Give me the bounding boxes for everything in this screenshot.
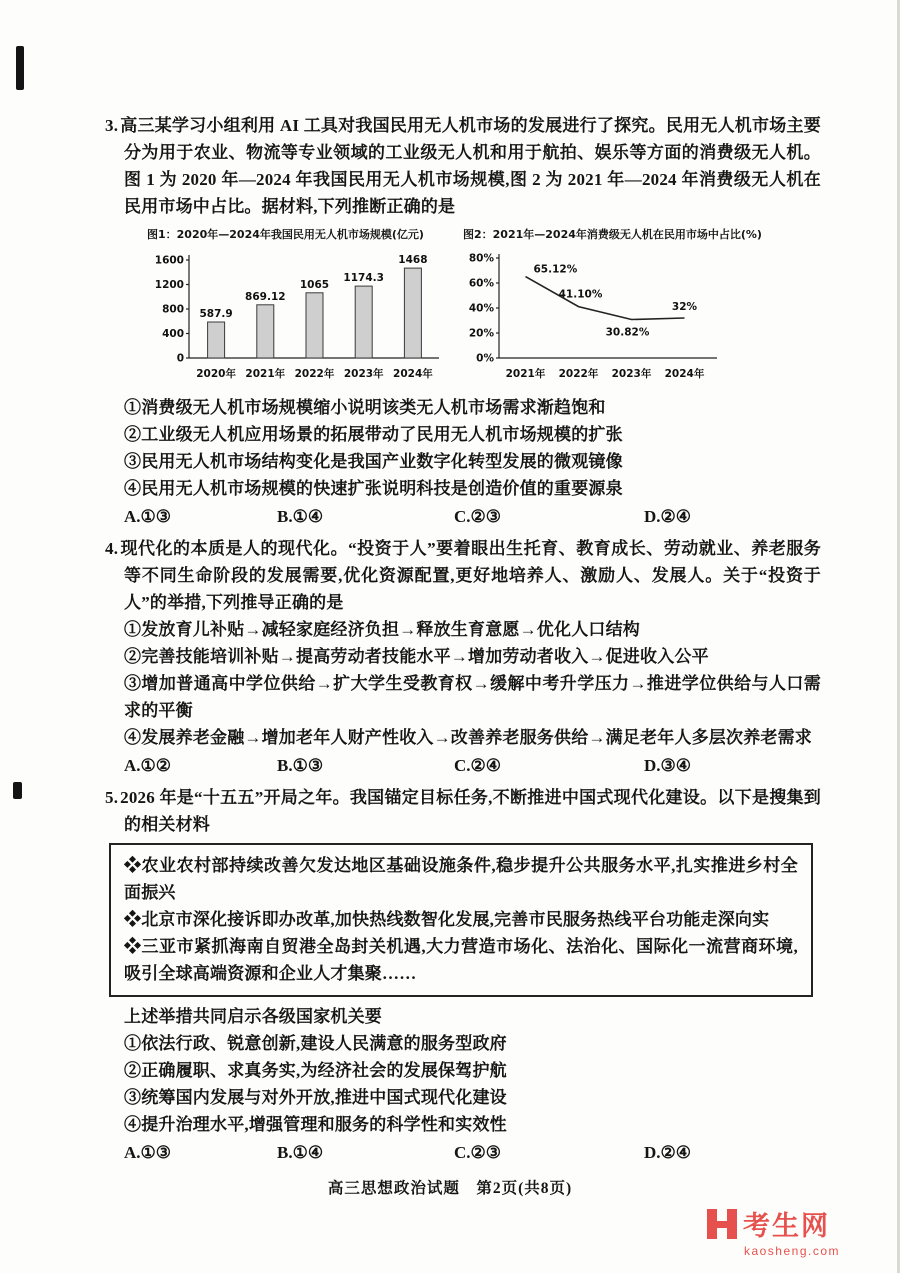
q3-statement-3: ③民用无人机市场结构变化是我国产业数字化转型发展的微观镜像 (124, 452, 623, 471)
svg-text:2023年: 2023年 (343, 368, 384, 380)
page-footer: 高三思想政治试题 第2页(共8页) (327, 1180, 573, 1197)
question-5-number: 5. (105, 788, 119, 807)
figure-2 (459, 226, 762, 389)
material-item-2: ❖北京市深化接诉即办改革,加快热线数智化发展,完善市民服务热线平台功能走深向实 (124, 910, 770, 929)
question-3-answers (105, 503, 821, 530)
question-5-text: 2026 年是“十五五”开局之年。我国锚定目标任务,不断推进中国式现代化建设。以下是搜集到的相关材料 (120, 788, 821, 834)
svg-text:587.9: 587.9 (199, 308, 233, 320)
scan-artifact (13, 782, 22, 799)
figure-1 (147, 226, 443, 389)
question-3-number: 3. (105, 116, 119, 135)
material-item-3: ❖三亚市紧抓海南自贸港全岛封关机遇,大力营造市场化、法治化、国际化一流营商环境,吸引全球高端资源和企业人才集聚…… (124, 937, 798, 983)
q5-answer-option-a: A.①③ (124, 1143, 172, 1162)
q5-answer-option-d: D.②④ (644, 1143, 692, 1162)
svg-text:20%: 20% (468, 327, 494, 340)
svg-text:869.12: 869.12 (245, 290, 286, 303)
q4-answer-option-d: D.③④ (644, 756, 692, 775)
svg-text:65.12%: 65.12% (533, 263, 578, 276)
q4-answer-option-c: C.②④ (454, 756, 502, 775)
question-4-text: 现代化的本质是人的现代化。“投资于人”要着眼出生托育、教育成长、劳动就业、养老服务等不同生命阶段的发展需要,优化资源配置,更好地培养人、激励人、发展人。关于“投资于人”的举措,下列推导正确的是 (120, 539, 821, 612)
svg-text:1200: 1200 (154, 279, 184, 291)
svg-text:0%: 0% (476, 352, 494, 365)
question-3 (105, 112, 821, 530)
q4-statement-3: ③增加普通高中学位供给→扩大学生受教育权→缓解中考升学压力→推进学位供给与人口需求的平衡 (124, 674, 821, 720)
svg-text:1065: 1065 (299, 278, 330, 291)
svg-text:40%: 40% (468, 302, 494, 315)
line-chart-consumer-share (459, 244, 762, 389)
svg-text:2024年: 2024年 (664, 368, 705, 380)
q3-statement-4: ④民用无人机市场规模的快速扩张说明科技是创造价值的重要源泉 (124, 479, 623, 498)
svg-text:60%: 60% (468, 277, 494, 290)
svg-text:2021年: 2021年 (505, 368, 546, 380)
svg-text:1468: 1468 (398, 254, 428, 267)
q5-statement-2: ②正确履职、求真务实,为经济社会的发展保驾护航 (124, 1061, 507, 1080)
question-5 (105, 784, 821, 1166)
question-4 (105, 535, 821, 779)
question-5-stem (105, 784, 821, 838)
svg-text:41.10%: 41.10% (558, 288, 603, 301)
q3-statement-1: ①消费级无人机市场规模缩小说明该类无人机市场需求渐趋饱和 (124, 398, 606, 417)
logo-row (706, 1204, 840, 1243)
question-4-number: 4. (105, 539, 119, 558)
q3-answer-option-a: A.①③ (124, 507, 172, 526)
logo-text: 考生网 (742, 1211, 830, 1241)
bar-chart-market-size (147, 244, 443, 389)
figure-1-title: 图1：2020年—2024年我国民用无人机市场规模(亿元) (147, 228, 424, 241)
q4-answer-option-a: A.①② (124, 756, 172, 775)
q5-statement-4: ④提升治理水平,增强管理和服务的科学性和实效性 (124, 1115, 507, 1134)
q5-answer-option-c: C.②③ (454, 1143, 502, 1162)
q5-statement-1: ①依法行政、锐意创新,建设人民满意的服务型政府 (124, 1034, 507, 1053)
svg-text:400: 400 (162, 328, 184, 340)
question-3-stem (105, 112, 821, 220)
svg-text:0: 0 (176, 352, 184, 365)
question-4-stem (105, 535, 821, 616)
q5-statement-3: ③统筹国内发展与对外开放,推进中国式现代化建设 (124, 1088, 507, 1107)
question-5-answers (105, 1139, 821, 1166)
svg-text:2020年: 2020年 (196, 368, 236, 380)
page-content (105, 112, 821, 1171)
q3-answer-option-d: D.②④ (644, 507, 692, 526)
logo-domain: kaosheng.com (743, 1244, 840, 1258)
figure-2-title: 图2：2021年—2024年消费级无人机在民用市场中占比(%) (463, 228, 762, 241)
svg-text:1174.3: 1174.3 (343, 272, 384, 285)
q3-answer-option-b: B.①④ (277, 507, 324, 526)
svg-text:80%: 80% (468, 252, 494, 265)
kaosheng-h-icon (706, 1208, 738, 1240)
q4-statement-1: ①发放育儿补贴→减轻家庭经济负担→释放生育意愿→优化人口结构 (124, 620, 640, 639)
svg-text:1600: 1600 (154, 254, 184, 267)
svg-text:32%: 32% (671, 301, 698, 313)
scan-artifact (16, 46, 24, 90)
q3-statement-2: ②工业级无人机应用场景的拓展带动了民用无人机市场规模的扩张 (124, 425, 623, 444)
material-item-1: ❖农业农村部持续改善欠发达地区基础设施条件,稳步提升公共服务水平,扎实推进乡村全面振兴 (124, 856, 798, 902)
q4-statement-2: ②完善技能培训补贴→提高劳动者技能水平→增加劳动者收入→促进收入公平 (124, 647, 709, 666)
question-3-figures (147, 226, 821, 389)
svg-text:2022年: 2022年 (558, 368, 599, 380)
svg-text:2021年: 2021年 (245, 368, 286, 380)
q4-statement-4: ④发展养老金融→增加老年人财产性收入→改善养老服务供给→满足老年人多层次养老需求 (124, 728, 812, 747)
svg-text:2022年: 2022年 (294, 368, 335, 380)
q5-answer-option-b: B.①④ (277, 1143, 324, 1162)
question-4-answers (105, 752, 821, 779)
svg-text:800: 800 (162, 303, 184, 316)
kaosheng-logo (706, 1204, 840, 1258)
material-box (109, 843, 813, 997)
question-3-text: 高三某学习小组利用 AI 工具对我国民用无人机市场的发展进行了探究。民用无人机市场主要分为用于农业、物流等专业领域的工业级无人机和用于航拍、娱乐等方面的消费级无人机。图 1 为 2020 年—2024 年我国民用无人机市场规模,图 2 为 2021 年—2024 年消费级无人机在民用市场中占比。据材料,下列推断正确的是 (120, 116, 821, 216)
q4-answer-option-b: B.①③ (277, 756, 324, 775)
q5-lead: 上述举措共同启示各级国家机关要 (124, 1007, 382, 1026)
svg-text:30.82%: 30.82% (605, 326, 650, 339)
svg-text:2024年: 2024年 (393, 368, 433, 380)
svg-text:2023年: 2023年 (611, 368, 652, 380)
q3-answer-option-c: C.②③ (454, 507, 502, 526)
